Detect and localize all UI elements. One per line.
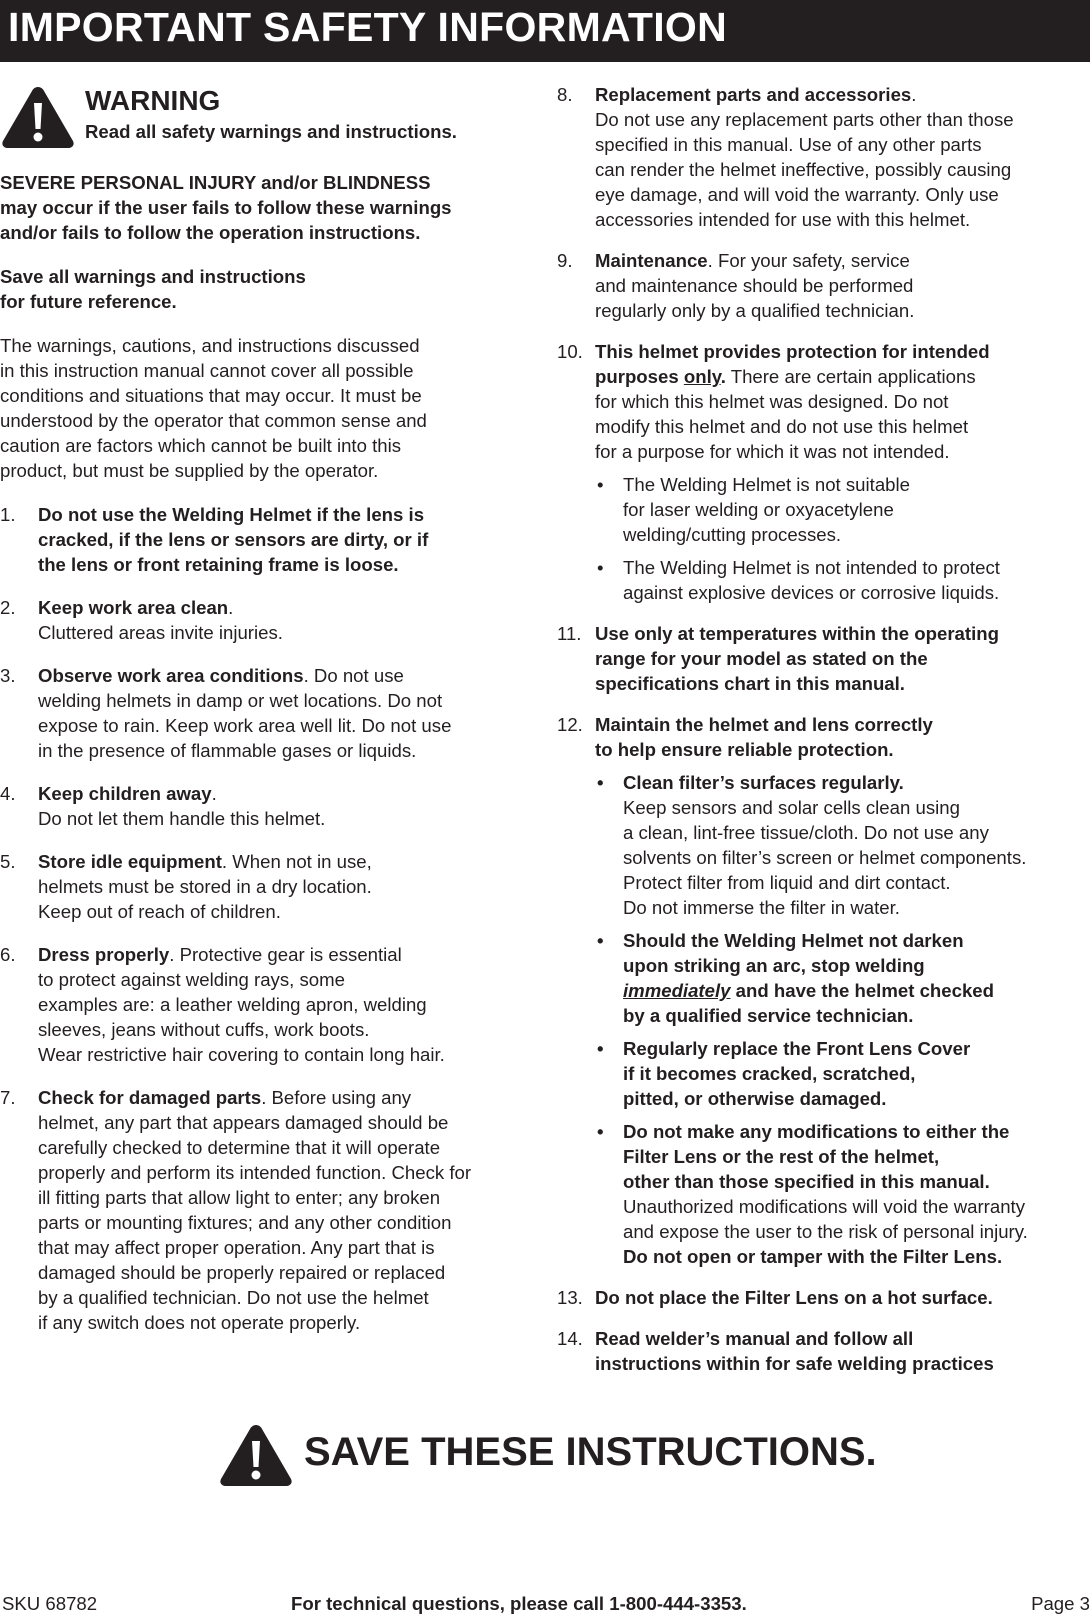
warning-block — [0, 82, 530, 152]
safety-item-14: 14. Read welder’s manual and follow all instructions within for safe welding practices — [557, 1328, 994, 1374]
safety-item-6: 6. Dress properly. Protective gear is essential to protect against welding rays, some examples are: a leather welding apron, welding sleeves, jeans without cuffs, work boots. Wear restrictive hair covering to contain long hair. — [0, 944, 445, 1065]
save-instructions-text: SAVE THESE INSTRUCTIONS. — [304, 1430, 877, 1474]
page-title: IMPORTANT SAFETY INFORMATION — [8, 4, 728, 50]
item-12-bullet-2: • Should the Welding Helmet not darken upon striking an arc, stop welding immediately and have the helmet checked by a qualified service technician. — [597, 930, 994, 1026]
footer-page-number: Page 3 — [1031, 1593, 1090, 1614]
warning-subtitle: Read all safety warnings and instructions. — [85, 121, 457, 142]
right-column — [557, 82, 1090, 1392]
item-12-bullet-3: • Regularly replace the Front Lens Cover if it becomes cracked, scratched, pitted, or otherwise damaged. — [597, 1038, 971, 1109]
safety-item-2: 2. Keep work area clean. Cluttered areas invite injuries. — [0, 597, 283, 643]
severe-injury-notice: SEVERE PERSONAL INJURY and/or BLINDNESS may occur if the user fails to follow these warnings and/or fails to follow the operation instructions. — [0, 172, 452, 243]
safety-item-3: 3. Observe work area conditions. Do not use welding helmets in damp or wet locations. Do not expose to rain. Keep work area well lit. Do not use in the presence of flammable gases or liquids. — [0, 665, 452, 761]
safety-item-7: 7. Check for damaged parts. Before using any helmet, any part that appears damaged should be carefully checked to determine that it will operate properly and perform its intended function. Check for ill fitting parts that allow light to enter; any broken parts or mounting fixtures; and any other condition that may affect proper operation. Any part that is damaged should be properly repaired or replaced by a qualified technician. Do not use the helmet if any switch does not operate properly. — [0, 1087, 472, 1333]
warning-title: WARNING — [85, 85, 221, 116]
safety-item-8: 8. Replacement parts and accessories. Do not use any replacement parts other than those specified in this manual. Use of any other parts can render the helmet ineffective, possibly causing eye damage, and will void the warranty. Only use accessories intended for use with this helmet. — [557, 84, 1014, 230]
item-10-bullet-1: • The Welding Helmet is not suitable for laser welding or oxyacetylene welding/cutting processes. — [597, 474, 910, 545]
footer-sku: SKU 68782 — [2, 1593, 98, 1614]
footer-support-phone: For technical questions, please call 1-800-444-3353. — [291, 1593, 747, 1614]
item-12-bullet-1: • Clean filter’s surfaces regularly. Keep sensors and solar cells clean using a clean, lint-free tissue/cloth. Do not use any solvents on filter’s screen or helmet components. Protect filter from liquid and dirt contact. Do not immerse the filter in water. — [597, 772, 1027, 918]
safety-item-4: 4. Keep children away. Do not let them handle this helmet. — [0, 783, 326, 829]
safety-item-1: 1. Do not use the Welding Helmet if the lens is cracked, if the lens or sensors are dirty, or if the lens or front retaining frame is loose. — [0, 504, 429, 575]
safety-item-11: 11. Use only at temperatures within the operating range for your model as stated on the specifications chart in this manual. — [557, 623, 999, 694]
header-bar — [0, 0, 1090, 62]
safety-item-10: 10. This helmet provides protection for intended purposes only. There are certain applications for which this helmet was designed. Do not modify this helmet and do not use this helmet for a purpose for which it was not intended. • The Welding Helmet is not suitable for laser welding or oxyacetylene welding/cutting processes. • The Welding Helmet is not intended to protect against explosive devices or corrosive liquids. — [557, 339, 1090, 605]
warning-triangle-icon — [218, 1422, 294, 1488]
safety-item-12: 12. Maintain the helmet and lens correctly to help ensure reliable protection. • Clean filter’s surfaces regularly. Keep sensors and solar cells clean using a clean, lint-free tissue/cloth. Do not use any solvents on filter’s screen or helmet components. Protect filter from liquid and dirt contact. Do not immerse the filter in water. • Should the Welding Helmet not darken upon striking an arc, stop welding immediately and have the helmet checked by a qualified service technician. • Regularly replace the Front Lens Cover if it becomes cracked, scratched, pitted, or otherwise damaged. • Do not make any modifications to either the Filter Lens or the rest of the helmet, other than those specified in this manual. Unauthorized modifications will void the warranty and expose the user to the risk of personal injury. Do not open or tamper with the Filter Lens. — [557, 712, 1090, 1269]
intro-paragraph: The warnings, cautions, and instructions discussed in this instruction manual cannot cover all possible conditions and situations that may occur. It must be understood by the operator that common sense and caution are factors which cannot be built into this product, but must be supplied by the operator. — [0, 335, 427, 481]
item-12-bullet-4: • Do not make any modifications to either the Filter Lens or the rest of the helmet, other than those specified in this manual. Unauthorized modifications will void the warranty and expose the user to the risk of personal injury. Do not open or tamper with the Filter Lens. — [597, 1121, 1028, 1267]
item-10-bullet-2: • The Welding Helmet is not intended to protect against explosive devices or corrosive liquids. — [597, 557, 1000, 603]
safety-item-5: 5. Store idle equipment. When not in use, helmets must be stored in a dry location. Keep out of reach of children. — [0, 851, 372, 922]
safety-item-13: 13. Do not place the Filter Lens on a hot surface. — [557, 1287, 993, 1308]
warning-triangle-icon — [0, 84, 76, 150]
save-instructions-banner — [218, 1422, 918, 1490]
save-warnings-notice: Save all warnings and instructions for future reference. — [0, 266, 306, 312]
safety-item-9: 9. Maintenance. For your safety, service and maintenance should be performed regularly only by a qualified technician. — [557, 250, 915, 321]
left-column — [0, 82, 530, 1353]
